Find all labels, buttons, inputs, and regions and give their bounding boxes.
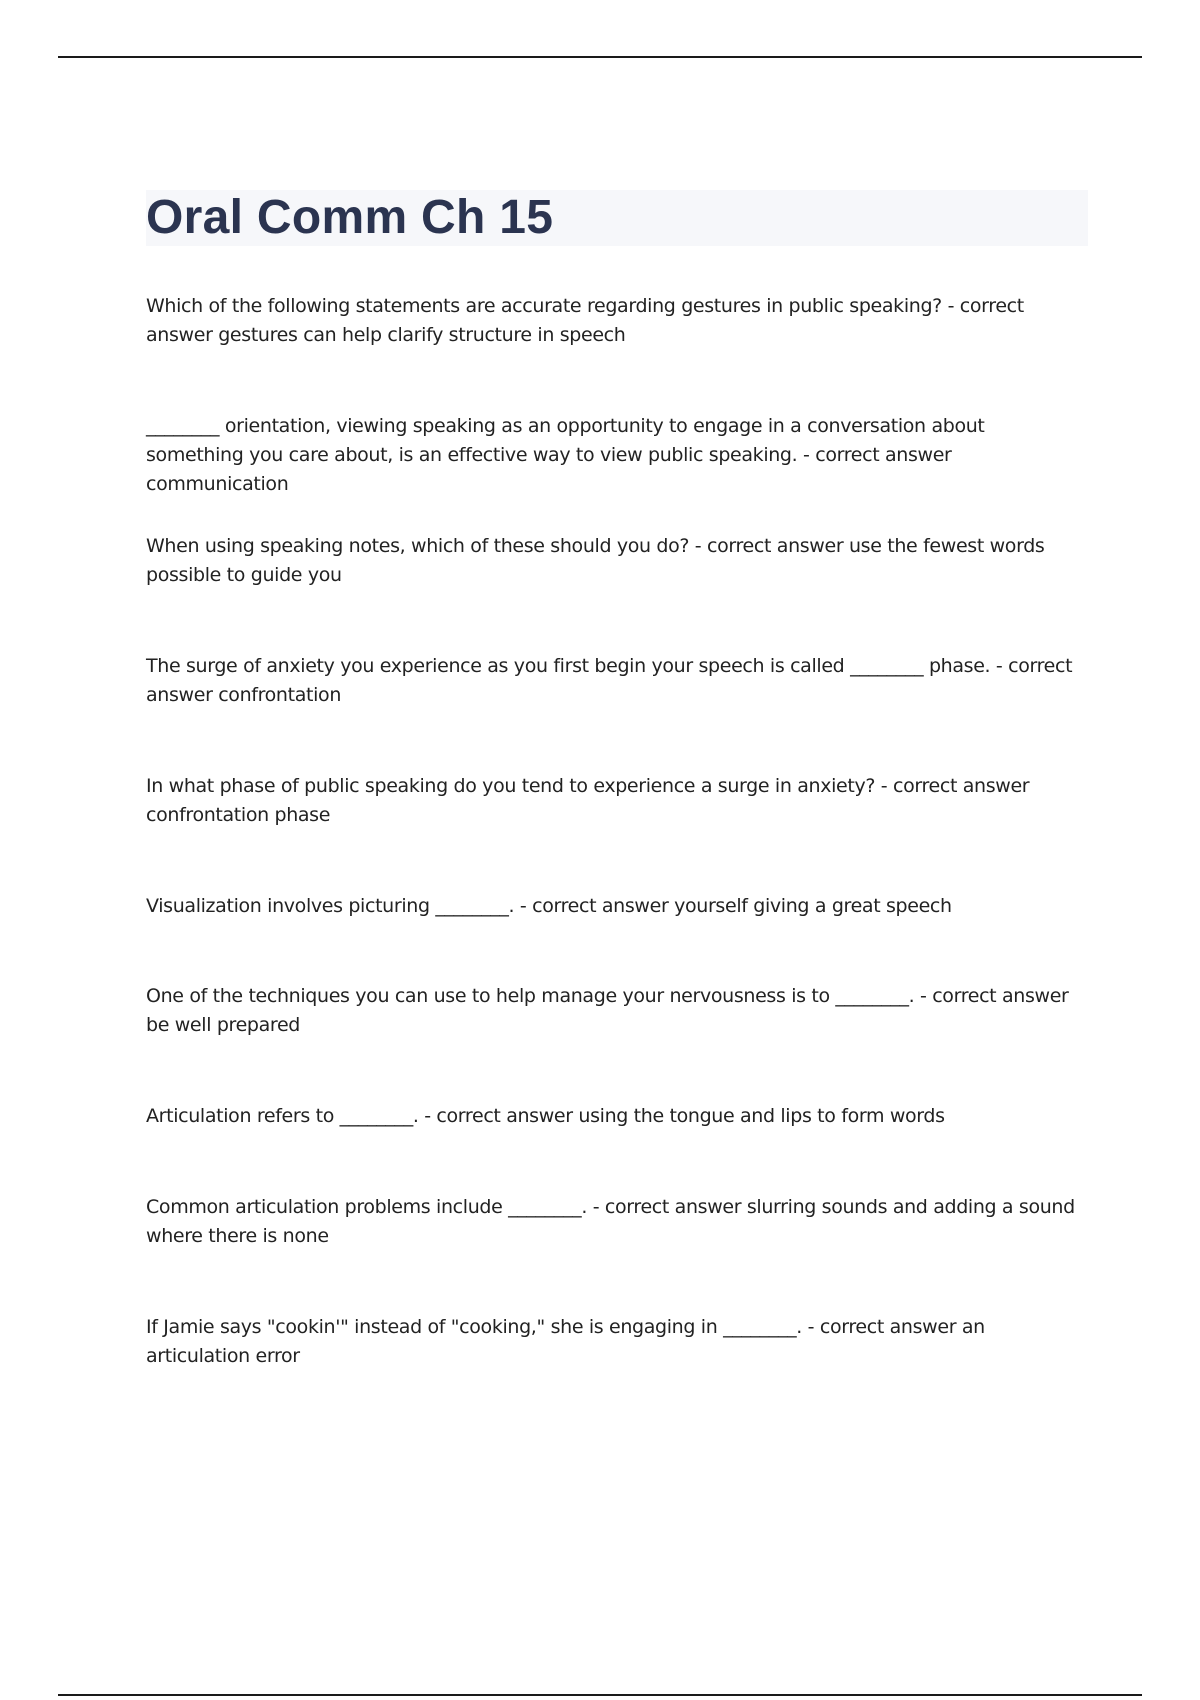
bottom-rule — [58, 1694, 1142, 1696]
qa-item: In what phase of public speaking do you tend to experience a surge in anxiety? - correct answer confrontation phase — [146, 775, 1030, 826]
qa-item: One of the techniques you can use to help manage your nervousness is to ________. - correct answer be well prepared — [146, 985, 1069, 1036]
qa-item: Which of the following statements are accurate regarding gestures in public speaking? - correct answer gestures can help clarify structure in speech — [146, 295, 1024, 346]
qa-item: ________ orientation, viewing speaking as an opportunity to engage in a conversation about something you care about, is an effective way to view public speaking. - correct answer communication — [146, 415, 985, 495]
top-rule — [58, 56, 1142, 58]
qa-item: Articulation refers to ________. - correct answer using the tongue and lips to form words — [146, 1105, 945, 1127]
qa-item: If Jamie says "cookin'" instead of "cooking," she is engaging in ________. - correct answer an articulation error — [146, 1316, 985, 1367]
qa-item: Common articulation problems include ________. - correct answer slurring sounds and adding a sound where there is none — [146, 1196, 1075, 1247]
qa-item: Visualization involves picturing ________. - correct answer yourself giving a great speech — [146, 895, 952, 917]
qa-item: When using speaking notes, which of these should you do? - correct answer use the fewest words possible to guide you — [146, 535, 1045, 586]
qa-item: The surge of anxiety you experience as you first begin your speech is called ________ phase. - correct answer confrontation — [146, 655, 1073, 706]
document-title: Oral Comm Ch 15 — [146, 191, 554, 244]
